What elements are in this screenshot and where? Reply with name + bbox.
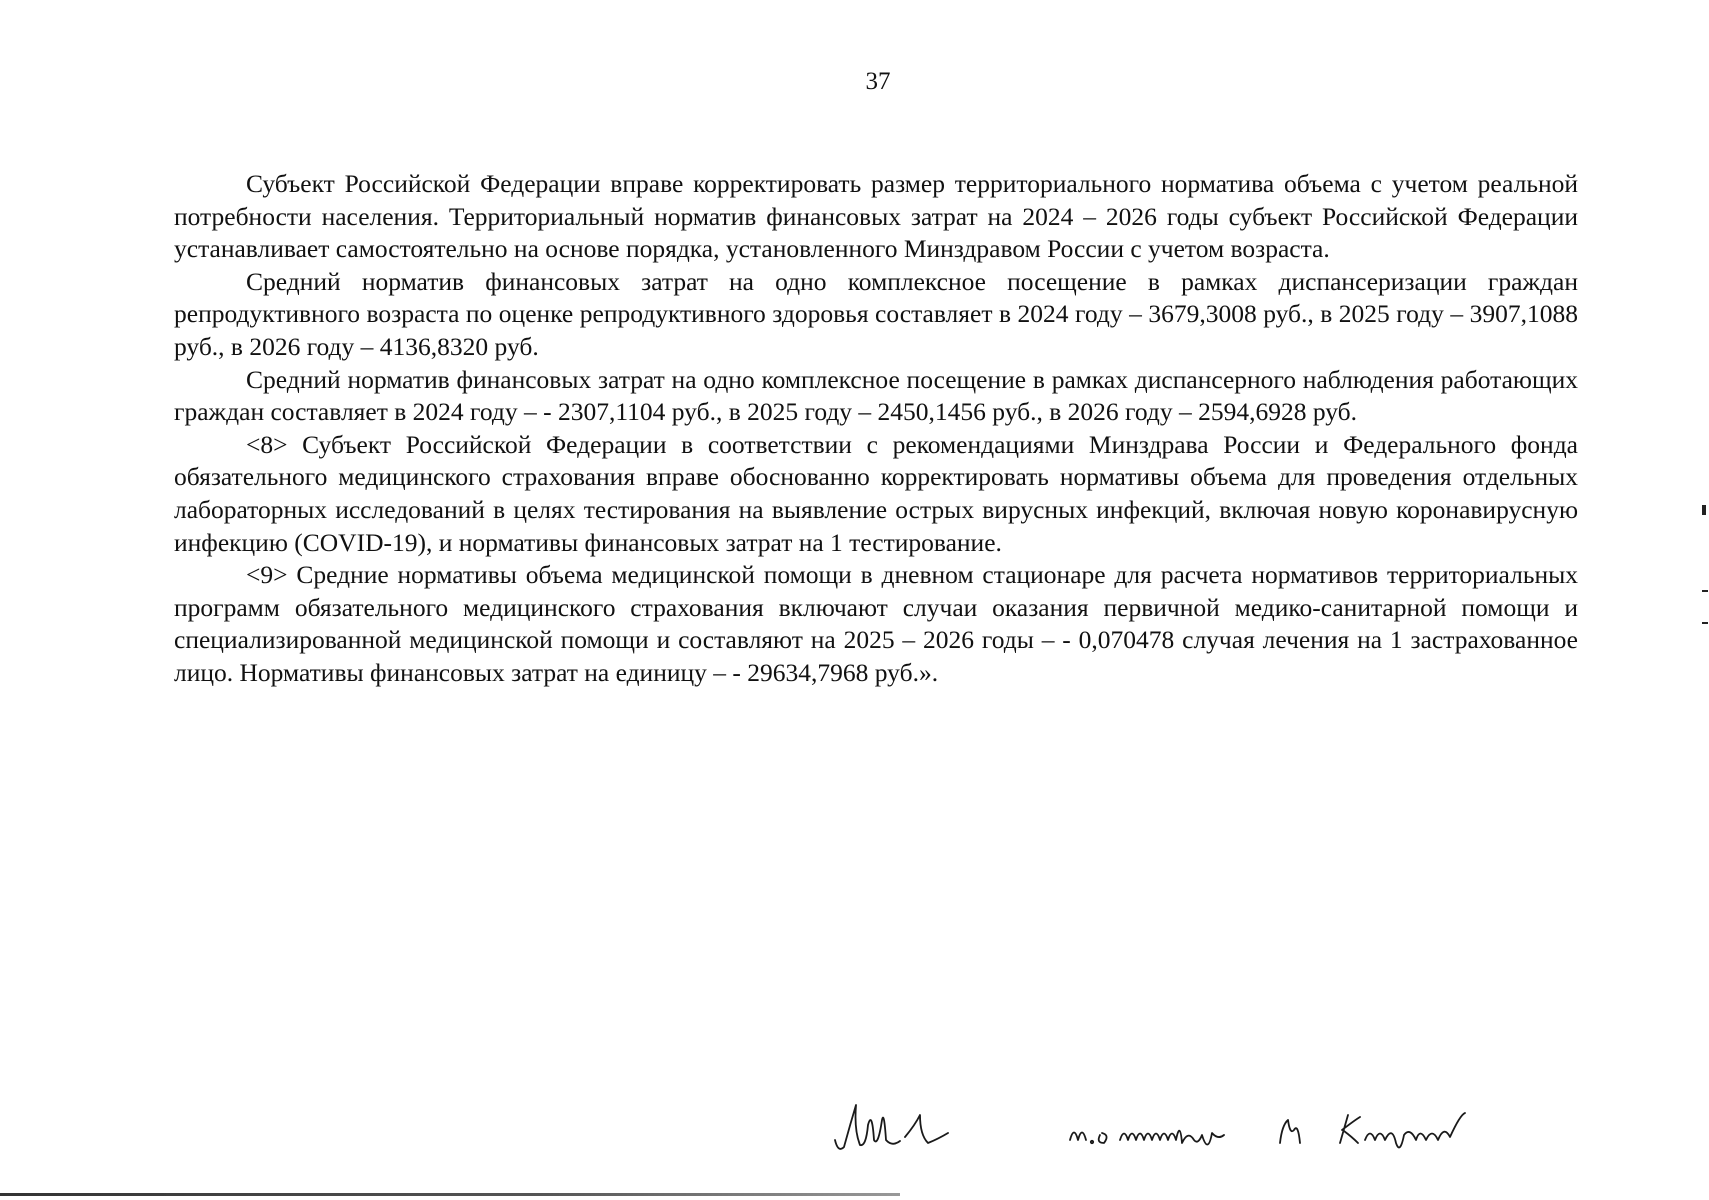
bottom-rule [0,1193,900,1196]
scan-mark [1702,622,1708,624]
scan-mark [1702,505,1706,515]
paragraph-territorial-norm: Субъект Российской Федерации вправе корректировать размер территориального норматива объема с учетом реальной потребности населения. Территориальный норматив финансовых затрат на 2024 – 2026 годы субъект Российской Федерации устанавливает самостоятельно на основе порядка, установленного Минздравом России с учетом возраста. [174,169,1578,264]
scan-mark [1702,590,1708,592]
paragraph-footnote-9: <9> Средние нормативы объема медицинской помощи в дневном стационаре для расчета нормативов территориальных программ обязательного медицинского страхования включают случаи оказания первичной медико-санитарной помощи и специализированной медицинской помощи и составляют на 2025 – 2026 годы – - 0,070478 случая лечения на 1 застрахованное лицо. Нормативы финансовых затрат на единицу – - 29634,7968 руб.». [174,560,1578,687]
handwritten-signature [820,1085,1620,1165]
signature-area [820,1085,1620,1165]
paragraph-dispensary-observation-cost: Средний норматив финансовых затрат на одно комплексное посещение в рамках диспансерного наблюдения работающих граждан составляет в 2024 году – - 2307,1104 руб., в 2025 году – 2450,1456 руб., в 2026 году – 2594,6928 руб. [174,364,1578,427]
document-body [174,168,1578,690]
paragraph-footnote-8: <8> Субъект Российской Федерации в соответствии с рекомендациями Минздрава России и Федерального фонда обязательного медицинского страхования вправе обоснованно корректировать нормативы объема для проведения отдельных лабораторных исследований в целях тестирования на выявление острых вирусных инфекций, включая новую коронавирусную инфекцию (COVID-19), и нормативы финансовых затрат на 1 тестирование. [174,429,1578,557]
paragraph-reproductive-health-cost: Средний норматив финансовых затрат на одно комплексное посещение в рамках диспансеризации граждан репродуктивного возраста по оценке репродуктивного здоровья составляет в 2024 году – 3679,3008 руб., в 2025 году – 3907,1088 руб., в 2026 году – 4136,8320 руб. [174,266,1578,361]
page-number: 37 [865,68,891,95]
